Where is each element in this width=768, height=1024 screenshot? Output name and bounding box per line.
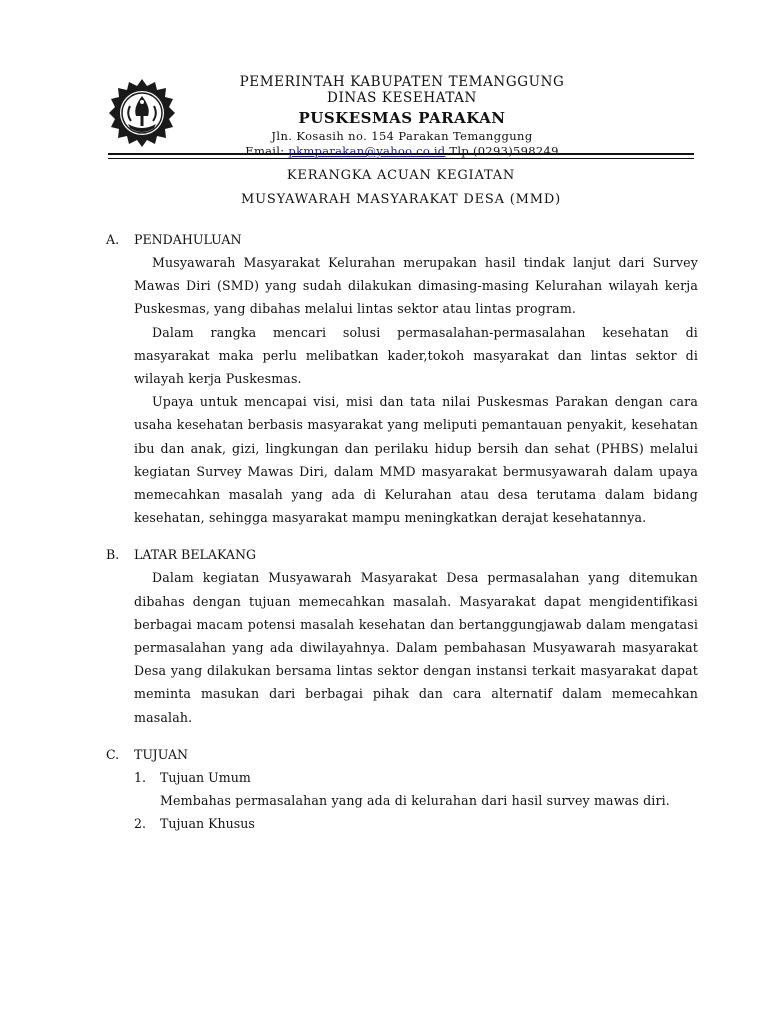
subsection-number: 1. (134, 769, 147, 785)
subsection-title: Tujuan Umum (160, 769, 251, 785)
contact-line (176, 144, 628, 158)
section-a-heading (106, 228, 698, 251)
regency-crest-icon (106, 76, 178, 150)
section-gap (106, 729, 698, 743)
letterhead-rule-thin (108, 158, 694, 159)
section-a-paragraph-1: Musyawarah Masyarakat Kelurahan merupakan hasil tindak lanjut dari Survey Mawas Diri (SMD) yang sudah dilakukan dimasing-masing Kelurahan wilayah kerja Puskesmas, yang dibahas melalui lintas sektor atau lintas program. (134, 255, 698, 317)
government-name: PEMERINTAH KABUPATEN TEMANGGUNG (239, 74, 565, 90)
section-b-paragraph-1: Dalam kegiatan Musyawarah Masyarakat Desa permasalahan yang ditemukan dibahas dengan tujuan memecahkan masalah. Masyarakat dapat mengidentifikasi berbagai macam potensi masalah kesehatan dan bertanggungjawab dalam mengatasi permasalahan yang ada diwilayahnya. Dalam pembahasan Musyawarah masyarakat Desa yang dilakukan bersama lintas sektor dengan instansi terkait masyarakat dapat meminta masukan dari berbagai pihak dan cara alternatif dalam memecahkan masalah. (134, 570, 698, 725)
institution-name: PUSKESMAS PARAKAN (298, 109, 506, 127)
letterhead-rule-thick (108, 153, 694, 155)
document-subtitle: MUSYAWARAH MASYARAKAT DESA (MMD) (241, 192, 561, 207)
address-line: Jln. Kosasih no. 154 Parakan Temanggung (271, 129, 533, 143)
section-title: PENDAHULUAN (134, 232, 242, 247)
letterhead (176, 74, 628, 158)
department-name: DINAS KESEHATAN (327, 90, 477, 106)
subsection-paragraph: Membahas permasalahan yang ada di kelurahan dari hasil survey mawas diri. (160, 792, 670, 808)
section-c-heading (106, 743, 698, 766)
phone-number: Tlp.(0293)598249 (445, 144, 559, 158)
section-letter: B. (106, 547, 120, 563)
subsection-heading (134, 766, 698, 789)
subsection-number: 2. (134, 816, 147, 832)
section-title: LATAR BELAKANG (134, 547, 257, 563)
section-b-heading (106, 543, 698, 566)
section-letter: A. (106, 232, 120, 247)
section-title: TUJUAN (134, 746, 189, 762)
document-title: KERANGKA ACUAN KEGIATAN (286, 168, 516, 183)
subsection-title: Tujuan Khusus (160, 816, 255, 832)
section-a-paragraph-2: Dalam rangka mencari solusi permasalahan-permasalahan kesehatan di masyarakat maka perlu melibatkan kader,tokoh masyarakat dan lintas sektor di wilayah kerja Puskesmas. (134, 324, 698, 387)
email-link[interactable]: pkmparakan@yahoo.co.id (288, 144, 446, 158)
subsection-heading (134, 812, 698, 835)
document-body (106, 228, 698, 835)
section-a-paragraph-3: Upaya untuk mencapai visi, misi dan tata nilai Puskesmas Parakan dengan cara usaha kesehatan berbasis masyarakat yang meliputi pemantauan penyakit, kesehatan ibu dan anak, gizi, lingkungan dan perilaku hidup bersih dan sehat (PHBS) melalui kegiatan Survey Mawas Diri, dalam MMD masyarakat bermusyawarah dalam upaya memecahkan masalah yang ada di Kelurahan atau desa terutama dalam bidang kesehatan, sehingga masyarakat mampu meningkatkan derajat kesehatannya. (134, 394, 698, 526)
section-letter: C. (106, 746, 120, 762)
section-gap (106, 529, 698, 543)
email-label: Email: (245, 144, 289, 158)
